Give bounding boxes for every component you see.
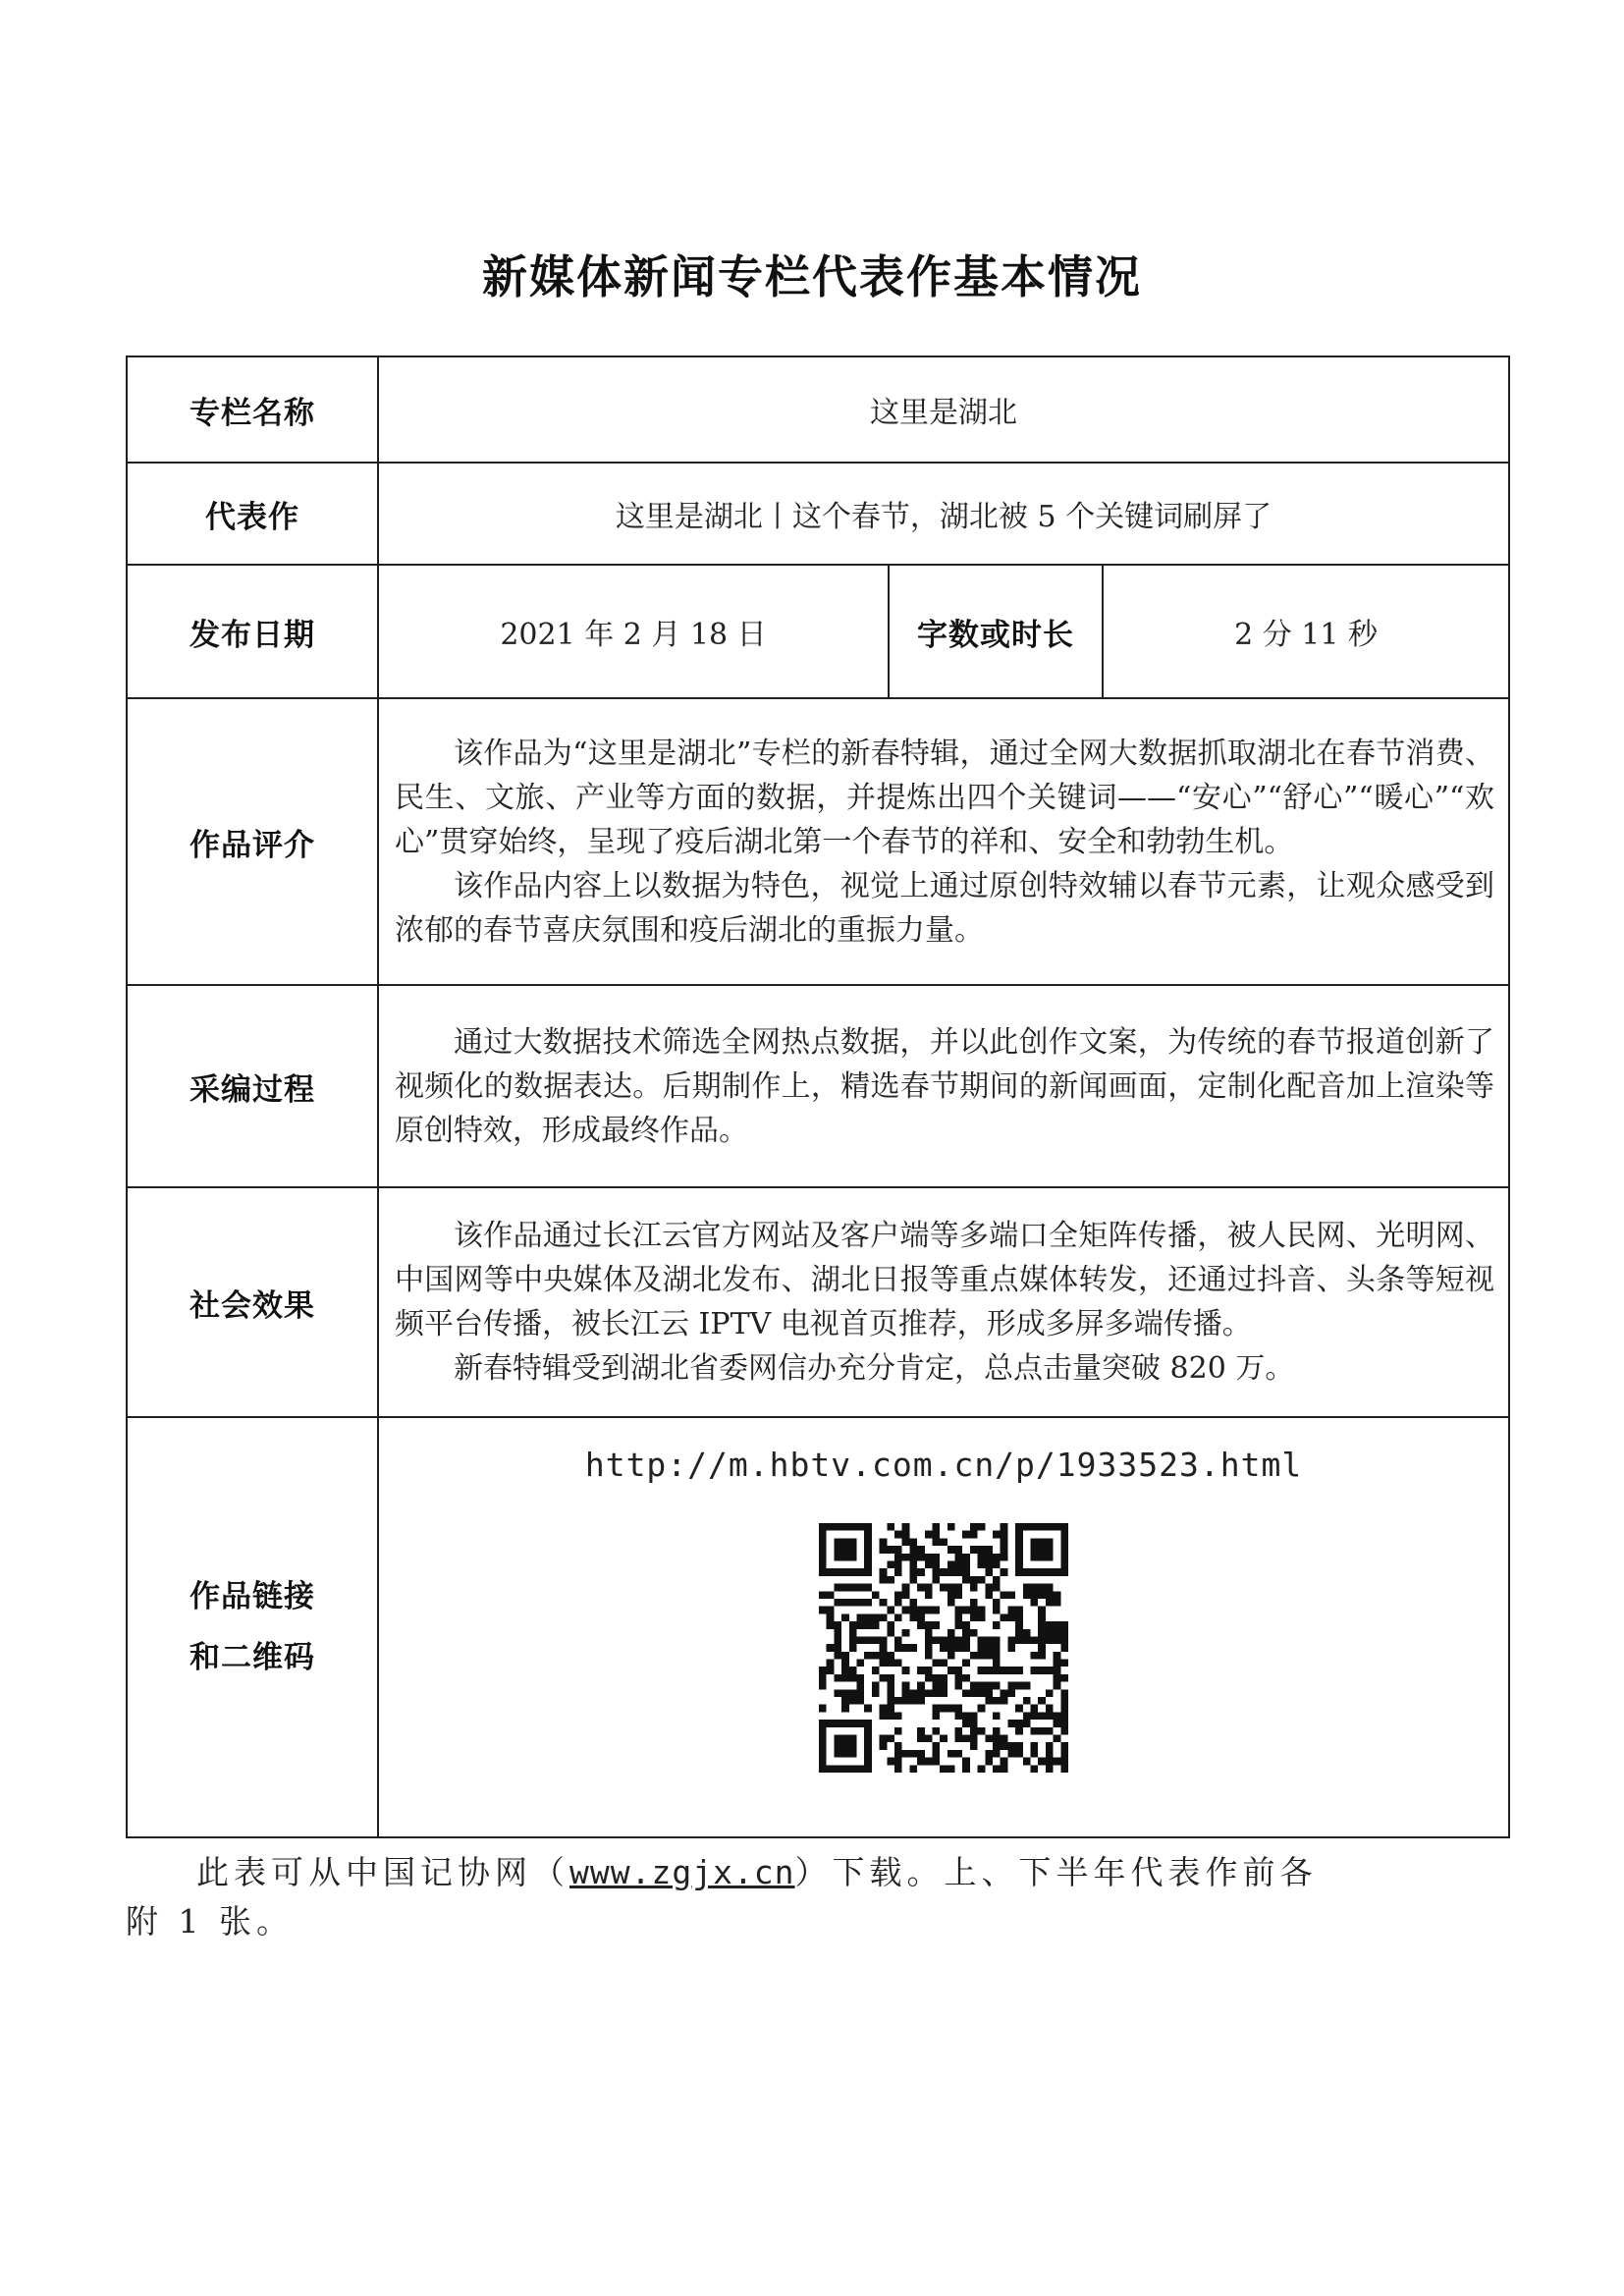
length-value: 2 分 11 秒 xyxy=(1103,565,1509,698)
representative-value: 这里是湖北丨这个春节，湖北被 5 个关键词刷屏了 xyxy=(378,463,1509,565)
effect-paragraph: 该作品通过长江云官方网站及客户端等多端口全矩阵传播，被人民网、光明网、中国网等中央媒体及湖北发布、湖北日报等重点媒体转发，还通过抖音、头条等短视频平台传播，被长江云 IPTV 电视首页推荐，形成多屏多端传播。 xyxy=(395,1219,1495,1341)
row-effect xyxy=(127,1187,1509,1417)
row-representative xyxy=(127,463,1509,565)
link-label xyxy=(127,1417,378,1837)
evaluation-paragraph: 该作品为“这里是湖北”专栏的新春特辑，通过全网大数据抓取湖北在春节消费、民生、文旅、产业等方面的数据，并提炼出四个关键词——“安心”“舒心”“暖心”“欢心”贯穿始终，呈现了疫后湖北第一个春节的祥和、安全和勃勃生机。 xyxy=(395,736,1495,859)
column-name-value: 这里是湖北 xyxy=(378,356,1509,463)
link-label-line2: 和二维码 xyxy=(189,1640,315,1675)
link-label-line1: 作品链接 xyxy=(189,1579,315,1614)
representative-label: 代表作 xyxy=(127,463,378,565)
evaluation-content xyxy=(378,698,1509,985)
evaluation-paragraph: 该作品内容上以数据为特色，视觉上通过原创特效辅以春节元素，让观众感受到浓郁的春节喜庆氛围和疫后湖北的重振力量。 xyxy=(395,868,1495,948)
effect-paragraph: 新春特辑受到湖北省委网信办充分肯定，总点击量突破 820 万。 xyxy=(454,1351,1295,1386)
effect-label: 社会效果 xyxy=(127,1187,378,1417)
column-name-label: 专栏名称 xyxy=(127,356,378,463)
footnote-site-link[interactable]: www.zgjx.cn xyxy=(569,1853,795,1891)
row-process xyxy=(127,985,1509,1187)
process-content xyxy=(378,985,1509,1187)
row-column-name xyxy=(127,356,1509,463)
process-label: 采编过程 xyxy=(127,985,378,1187)
footnote xyxy=(126,1848,1463,1946)
footnote-suffix: ）下载。上、下半年代表作前各 xyxy=(794,1853,1318,1891)
publish-date-value: 2021 年 2 月 18 日 xyxy=(378,565,889,698)
row-publish-date xyxy=(127,565,1509,698)
length-label: 字数或时长 xyxy=(889,565,1103,698)
footnote-prefix: 此表可从中国记协网（ xyxy=(196,1853,569,1891)
effect-content xyxy=(378,1187,1509,1417)
work-link[interactable]: http://m.hbtv.com.cn/p/1933523.html xyxy=(584,1446,1303,1484)
row-link xyxy=(127,1417,1509,1837)
footnote-line2: 附 1 张。 xyxy=(126,1902,294,1941)
page-title: 新媒体新闻专栏代表作基本情况 xyxy=(482,250,1142,303)
evaluation-label: 作品评介 xyxy=(127,698,378,985)
qr-code-graphic xyxy=(819,1523,1068,1773)
qr-code-icon xyxy=(819,1523,1068,1773)
link-content xyxy=(378,1417,1509,1837)
info-table xyxy=(126,355,1510,1838)
process-paragraph: 通过大数据技术筛选全网热点数据，并以此创作文案，为传统的春节报道创新了视频化的数据表达。后期制作上，精选春节期间的新闻画面，定制化配音加上渲染等原创特效，形成最终作品。 xyxy=(395,1024,1495,1148)
row-evaluation xyxy=(127,698,1509,985)
publish-date-label: 发布日期 xyxy=(127,565,378,698)
